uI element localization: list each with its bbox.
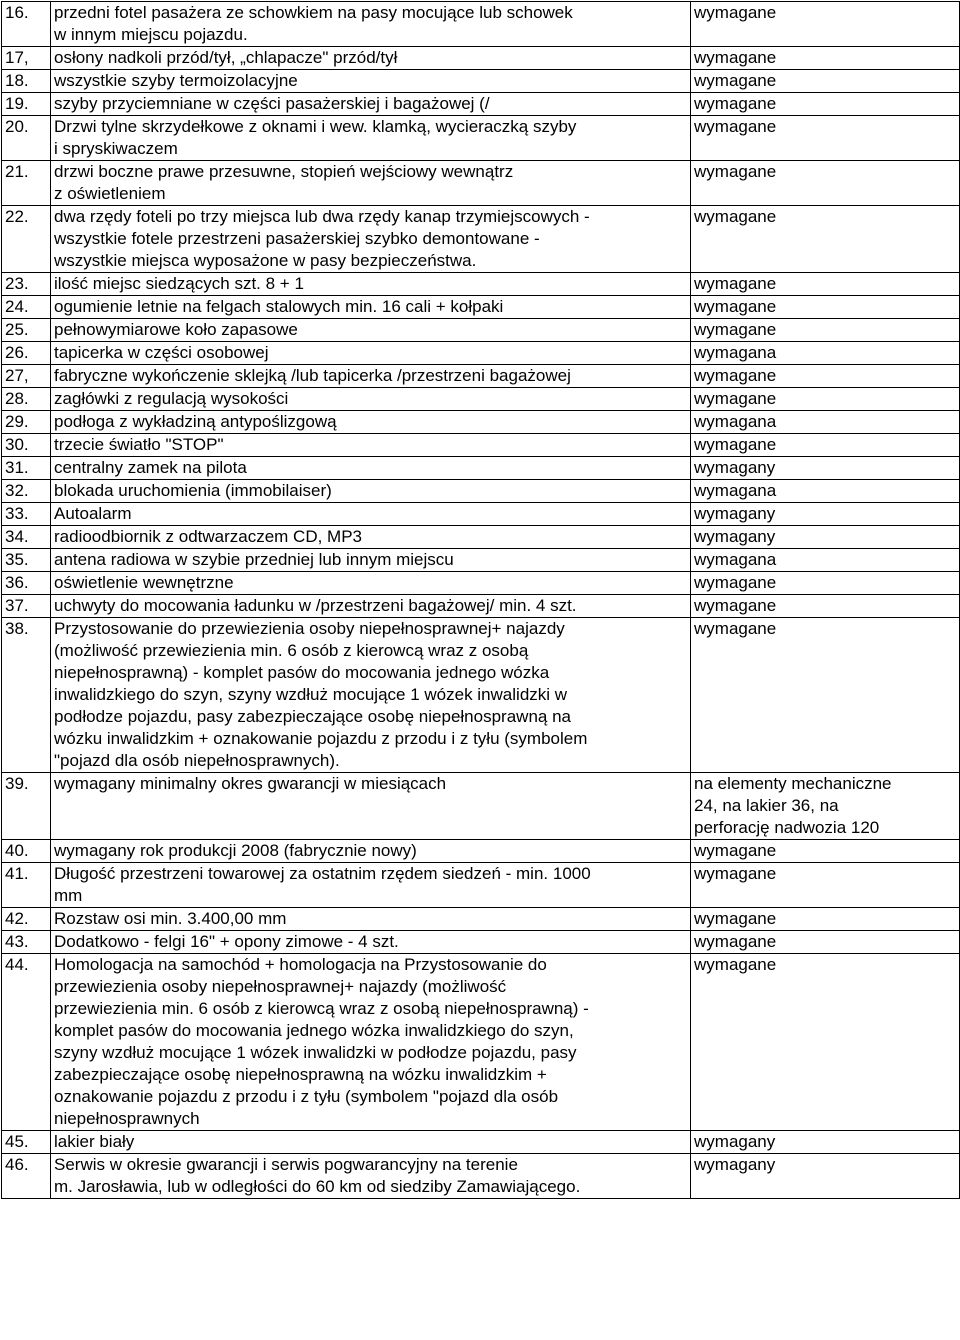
row-number: 31.	[2, 457, 51, 480]
row-description-text: trzecie światło "STOP"	[54, 435, 224, 454]
table-row	[2, 319, 960, 342]
row-requirement	[691, 908, 960, 931]
row-requirement-text: wymagane	[694, 117, 777, 136]
row-description	[51, 595, 691, 618]
row-description	[51, 388, 691, 411]
row-requirement	[691, 2, 960, 47]
row-description-text: Autoalarm	[54, 504, 132, 523]
row-description-text: ogumienie letnie na felgach stalowych min. 16 cali + kołpaki	[54, 297, 504, 316]
row-requirement-text: wymagane	[694, 274, 777, 293]
row-description-text: dwa rzędy foteli po trzy miejsca lub dwa rzędy kanap trzymiejscowych - wszystkie fotele przestrzeni pasażerskiej szybko demontowane - wszystkie miejsca wyposażone w pasy bezpieczeństwa.	[54, 207, 590, 270]
row-number: 39.	[2, 773, 51, 840]
row-requirement-text: wymagana	[694, 343, 777, 362]
table-row	[2, 457, 960, 480]
row-description-text: wymagany rok produkcji 2008 (fabrycznie nowy)	[54, 841, 417, 860]
row-requirement	[691, 161, 960, 206]
row-description-text: wymagany minimalny okres gwarancji w miesiącach	[54, 774, 447, 793]
row-requirement-text: wymagane	[694, 435, 777, 454]
row-number: 35.	[2, 549, 51, 572]
row-number: 44.	[2, 954, 51, 1131]
row-requirement-text: wymagane	[694, 320, 777, 339]
row-number: 21.	[2, 161, 51, 206]
row-number: 30.	[2, 434, 51, 457]
row-requirement	[691, 93, 960, 116]
row-number: 24.	[2, 296, 51, 319]
table-row	[2, 526, 960, 549]
row-description-text: lakier biały	[54, 1132, 135, 1151]
row-number: 16.	[2, 2, 51, 47]
table-row	[2, 47, 960, 70]
row-requirement-text: wymagane	[694, 596, 777, 615]
row-number: 26.	[2, 342, 51, 365]
row-requirement-text: wymagane	[694, 297, 777, 316]
row-requirement-text: wymagane	[694, 619, 777, 638]
row-requirement-text: wymagane	[694, 71, 777, 90]
row-description	[51, 319, 691, 342]
row-description	[51, 411, 691, 434]
row-description-text: Homologacja na samochód + homologacja na Przystosowanie do przewiezienia osoby niepełnosprawnej+ najazdy (możliwość przewiezienia min. 6 osób z kierowcą wraz z osobą niepełnosprawną) - komplet pasów do mocowania jednego wózka inwalidzkiego do szyn, szyny wzdłuż mocujące 1 wózek inwalidzki w podłodze pojazdu, pasy zabezpieczające osobę niepełnosprawną na wózku inwalidzkim + oznakowanie pojazdu z przodu i z tyłu (symbolem "pojazd dla osób niepełnosprawnych	[54, 955, 589, 1128]
table-row	[2, 1154, 960, 1199]
table-row	[2, 773, 960, 840]
row-number: 19.	[2, 93, 51, 116]
row-description-text: drzwi boczne prawe przesuwne, stopień wejściowy wewnątrz z oświetleniem	[54, 162, 514, 203]
row-requirement-text: wymagane	[694, 366, 777, 385]
row-requirement	[691, 526, 960, 549]
row-requirement	[691, 931, 960, 954]
table-row	[2, 480, 960, 503]
row-description	[51, 480, 691, 503]
row-requirement	[691, 773, 960, 840]
row-requirement-text: wymagana	[694, 412, 777, 431]
row-requirement	[691, 296, 960, 319]
row-description-text: centralny zamek na pilota	[54, 458, 247, 477]
row-number: 42.	[2, 908, 51, 931]
row-number: 22.	[2, 206, 51, 273]
row-number: 18.	[2, 70, 51, 93]
row-description	[51, 526, 691, 549]
table-row	[2, 434, 960, 457]
table-row	[2, 908, 960, 931]
row-description	[51, 342, 691, 365]
table-row	[2, 572, 960, 595]
row-requirement-text: wymagana	[694, 550, 777, 569]
row-description	[51, 840, 691, 863]
row-description-text: blokada uruchomienia (immobilaiser)	[54, 481, 332, 500]
row-requirement	[691, 70, 960, 93]
row-description	[51, 1154, 691, 1199]
row-requirement-text: wymagany	[694, 504, 776, 523]
table-row	[2, 365, 960, 388]
row-requirement-text: wymagana	[694, 481, 777, 500]
row-requirement-text: wymagany	[694, 458, 776, 477]
row-description	[51, 549, 691, 572]
row-description	[51, 1131, 691, 1154]
row-description	[51, 863, 691, 908]
row-number: 32.	[2, 480, 51, 503]
row-requirement-text: wymagane	[694, 955, 777, 974]
row-number: 27,	[2, 365, 51, 388]
row-description	[51, 206, 691, 273]
row-requirement	[691, 572, 960, 595]
row-number: 17,	[2, 47, 51, 70]
row-requirement	[691, 206, 960, 273]
row-requirement	[691, 116, 960, 161]
row-number: 43.	[2, 931, 51, 954]
row-number: 23.	[2, 273, 51, 296]
table-row	[2, 840, 960, 863]
row-requirement-text: wymagany	[694, 527, 776, 546]
table-row	[2, 116, 960, 161]
specification-table-body	[2, 2, 960, 1199]
row-requirement-text: wymagany	[694, 1132, 776, 1151]
row-description-text: pełnowymiarowe koło zapasowe	[54, 320, 298, 339]
table-row	[2, 411, 960, 434]
row-description-text: Serwis w okresie gwarancji i serwis pogwarancyjny na terenie m. Jarosławia, lub w odległości do 60 km od siedziby Zamawiającego.	[54, 1155, 581, 1196]
table-row	[2, 388, 960, 411]
row-requirement-text: wymagane	[694, 932, 777, 951]
row-description-text: fabryczne wykończenie sklejką /lub tapicerka /przestrzeni bagażowej	[54, 366, 571, 385]
table-row	[2, 1131, 960, 1154]
row-description-text: przedni fotel pasażera ze schowkiem na pasy mocujące lub schowek w innym miejscu pojazdu.	[54, 3, 573, 44]
row-requirement-text: wymagane	[694, 841, 777, 860]
table-row	[2, 863, 960, 908]
row-number: 33.	[2, 503, 51, 526]
row-description	[51, 116, 691, 161]
row-requirement	[691, 840, 960, 863]
row-requirement-text: wymagany	[694, 1155, 776, 1174]
row-requirement	[691, 618, 960, 773]
row-number: 38.	[2, 618, 51, 773]
row-number: 40.	[2, 840, 51, 863]
table-row	[2, 503, 960, 526]
row-description	[51, 618, 691, 773]
row-description	[51, 773, 691, 840]
row-requirement-text: wymagane	[694, 573, 777, 592]
row-requirement-text: wymagane	[694, 3, 777, 22]
row-requirement-text: wymagane	[694, 48, 777, 67]
table-row	[2, 161, 960, 206]
row-requirement	[691, 411, 960, 434]
row-number: 25.	[2, 319, 51, 342]
row-number: 41.	[2, 863, 51, 908]
row-description-text: tapicerka w części osobowej	[54, 343, 269, 362]
row-requirement	[691, 863, 960, 908]
table-row	[2, 206, 960, 273]
row-description-text: antena radiowa w szybie przedniej lub innym miejscu	[54, 550, 454, 569]
table-row	[2, 2, 960, 47]
row-description-text: Przystosowanie do przewiezienia osoby niepełnosprawnej+ najazdy (możliwość przewiezienia min. 6 osób z kierowcą wraz z osobą niepełnosprawną) - komplet pasów do mocowania jednego wózka inwalidzkiego do szyn, szyny wzdłuż mocujące 1 wózek inwalidzki w podłodze pojazdu, pasy zabezpieczające osobę niepełnosprawną na wózku inwalidzkim + oznakowanie pojazdu z przodu i z tyłu (symbolem "pojazd dla osób niepełnosprawnych).	[54, 619, 588, 770]
row-requirement-text: wymagane	[694, 909, 777, 928]
row-number: 36.	[2, 572, 51, 595]
row-description	[51, 572, 691, 595]
table-row	[2, 296, 960, 319]
row-requirement	[691, 549, 960, 572]
table-row	[2, 93, 960, 116]
specification-table	[1, 1, 960, 1199]
row-requirement	[691, 342, 960, 365]
row-number: 37.	[2, 595, 51, 618]
row-description	[51, 503, 691, 526]
row-description	[51, 457, 691, 480]
row-number: 29.	[2, 411, 51, 434]
row-description	[51, 47, 691, 70]
row-requirement-text: wymagane	[694, 864, 777, 883]
table-row	[2, 931, 960, 954]
row-requirement-text: wymagane	[694, 389, 777, 408]
row-description-text: ilość miejsc siedzących szt. 8 + 1	[54, 274, 304, 293]
row-requirement	[691, 595, 960, 618]
row-requirement-text: wymagane	[694, 207, 777, 226]
row-requirement	[691, 480, 960, 503]
row-description	[51, 954, 691, 1131]
row-requirement	[691, 365, 960, 388]
row-description-text: osłony nadkoli przód/tył, „chlapacze" przód/tył	[54, 48, 398, 67]
table-row	[2, 954, 960, 1131]
table-row	[2, 273, 960, 296]
row-description	[51, 931, 691, 954]
row-requirement	[691, 457, 960, 480]
row-requirement-text: na elementy mechaniczne 24, na lakier 36, na perforację nadwozia 120	[694, 774, 892, 837]
table-row	[2, 342, 960, 365]
table-row	[2, 70, 960, 93]
row-description	[51, 161, 691, 206]
row-description	[51, 273, 691, 296]
row-requirement	[691, 1131, 960, 1154]
row-requirement-text: wymagane	[694, 162, 777, 181]
table-row	[2, 618, 960, 773]
row-description-text: radioodbiornik z odtwarzaczem CD, MP3	[54, 527, 363, 546]
row-description	[51, 908, 691, 931]
row-description-text: oświetlenie wewnętrzne	[54, 573, 234, 592]
row-description-text: szyby przyciemniane w części pasażerskiej i bagażowej (/	[54, 94, 490, 113]
row-description-text: uchwyty do mocowania ładunku w /przestrzeni bagażowej/ min. 4 szt.	[54, 596, 577, 615]
row-number: 34.	[2, 526, 51, 549]
row-requirement	[691, 434, 960, 457]
row-requirement	[691, 1154, 960, 1199]
row-requirement	[691, 503, 960, 526]
row-requirement	[691, 47, 960, 70]
row-requirement	[691, 319, 960, 342]
row-description-text: zagłówki z regulacją wysokości	[54, 389, 289, 408]
row-description-text: wszystkie szyby termoizolacyjne	[54, 71, 298, 90]
row-description-text: Rozstaw osi min. 3.400,00 mm	[54, 909, 287, 928]
row-description	[51, 93, 691, 116]
row-requirement	[691, 388, 960, 411]
row-number: 20.	[2, 116, 51, 161]
row-description-text: Długość przestrzeni towarowej za ostatnim rzędem siedzeń - min. 1000 mm	[54, 864, 591, 905]
row-description	[51, 365, 691, 388]
row-description	[51, 2, 691, 47]
row-number: 46.	[2, 1154, 51, 1199]
row-description-text: Drzwi tylne skrzydełkowe z oknami i wew. klamką, wycieraczką szyby i spryskiwaczem	[54, 117, 577, 158]
row-number: 28.	[2, 388, 51, 411]
row-requirement	[691, 273, 960, 296]
row-description	[51, 434, 691, 457]
table-row	[2, 549, 960, 572]
row-requirement-text: wymagane	[694, 94, 777, 113]
row-description	[51, 296, 691, 319]
table-row	[2, 595, 960, 618]
row-description-text: Dodatkowo - felgi 16" + opony zimowe - 4 szt.	[54, 932, 399, 951]
row-number: 45.	[2, 1131, 51, 1154]
row-description-text: podłoga z wykładziną antypoślizgową	[54, 412, 337, 431]
row-requirement	[691, 954, 960, 1131]
row-description	[51, 70, 691, 93]
